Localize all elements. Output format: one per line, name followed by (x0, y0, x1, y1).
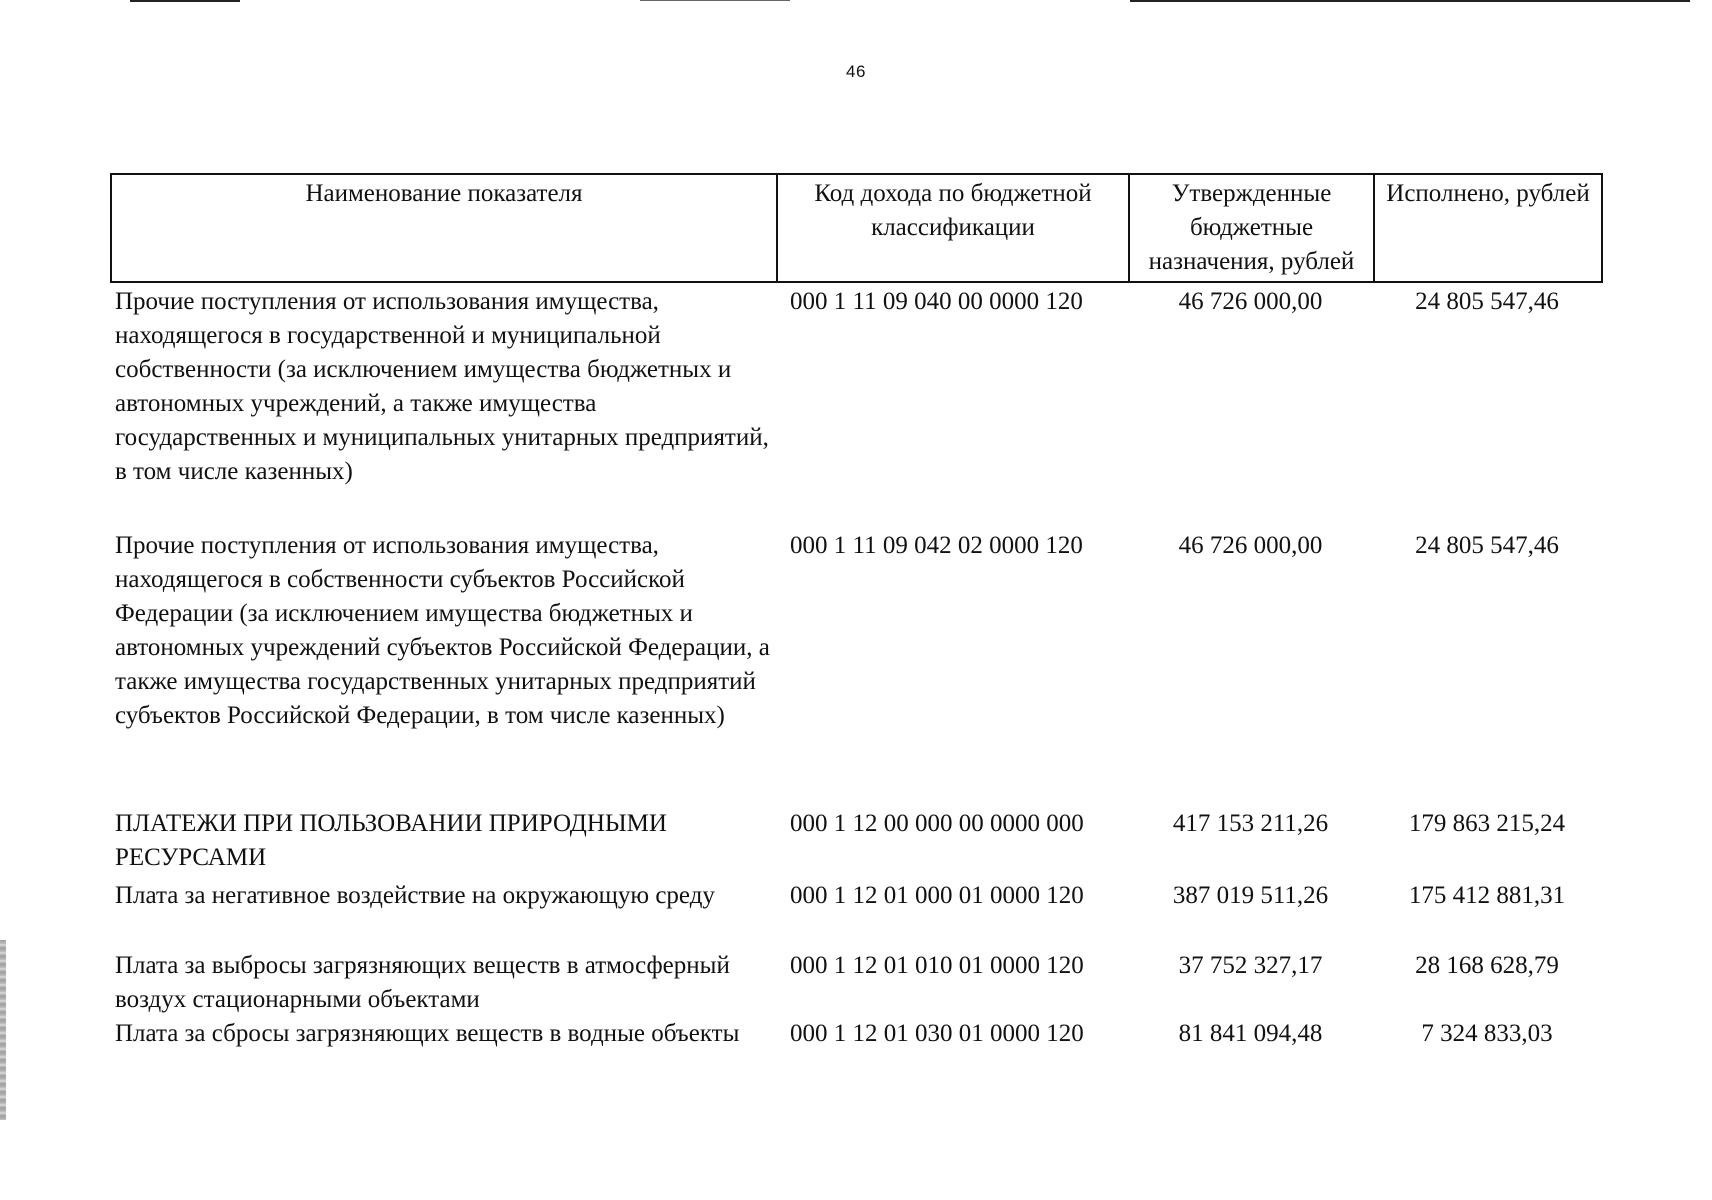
row-code: 000 1 11 09 042 02 0000 120 (790, 532, 1083, 559)
row-approved: 417 153 211,26 (1172, 810, 1329, 837)
table-header-row (111, 174, 1602, 282)
table-row (111, 807, 1602, 879)
scan-top-edge-rule (640, 0, 790, 1)
row-approved: 387 019 511,26 (1172, 882, 1329, 909)
table-row (111, 879, 1602, 949)
row-executed: 24 805 547,46 (1415, 532, 1559, 559)
row-code: 000 1 12 01 000 01 0000 120 (790, 882, 1084, 909)
row-approved: 46 726 000,00 (1178, 532, 1323, 559)
row-executed: 28 168 628,79 (1415, 952, 1559, 979)
row-approved: 81 841 094,48 (1178, 1020, 1323, 1047)
row-executed: 179 863 215,24 (1408, 810, 1566, 837)
row-code: 000 1 12 00 000 00 0000 000 (790, 810, 1084, 837)
table-row (111, 529, 1602, 807)
row-code: 000 1 12 01 030 01 0000 120 (790, 1020, 1084, 1047)
table-row (111, 282, 1602, 529)
budget-revenue-table (110, 173, 1603, 1087)
table-row (111, 949, 1602, 1017)
header-indicator-name: Наименование показателя (111, 174, 777, 282)
row-name: Плата за выбросы загрязняющих веществ в атмосферный воздух стационарными объектами (115, 952, 730, 1013)
scan-edge-artifact (0, 940, 6, 1120)
row-name: Прочие поступления от использования имущества, находящегося в государственной и муниципальной собственности (за исключением имущества бюджетных и автономных учреждений, а также имущества государственных и муниципальных унитарных предприятий, в том числе казенных) (115, 288, 769, 485)
row-name: Плата за негативное воздействие на окружающую среду (115, 882, 715, 909)
header-executed-amount: Исполнено, рублей (1374, 174, 1602, 282)
header-revenue-code: Код дохода по бюджетной классификации (777, 174, 1129, 282)
page-number: 46 (846, 62, 866, 81)
row-executed: 24 805 547,46 (1415, 288, 1559, 315)
row-code: 000 1 11 09 040 00 0000 120 (790, 288, 1083, 315)
row-name: ПЛАТЕЖИ ПРИ ПОЛЬЗОВАНИИ ПРИРОДНЫМИ РЕСУРСАМИ (115, 810, 667, 871)
row-name: Прочие поступления от использования имущества, находящегося в собственности субъектов Российской Федерации (за исключением имущества бюджетных и автономных учреждений субъектов Российской Федерации, а также имущества государственных унитарных предприятий субъектов Российской Федерации, в том числе казенных) (115, 532, 770, 729)
table-row (111, 1017, 1602, 1087)
row-approved: 46 726 000,00 (1178, 288, 1323, 315)
row-code: 000 1 12 01 010 01 0000 120 (790, 952, 1084, 979)
row-executed: 175 412 881,31 (1408, 882, 1566, 909)
header-approved-amount: Утвержденные бюджетные назначения, рублей (1129, 174, 1374, 282)
row-executed: 7 324 833,03 (1421, 1020, 1553, 1047)
row-name: Плата за сбросы загрязняющих веществ в водные объекты (115, 1020, 740, 1047)
scan-top-edge-rule (130, 0, 240, 2)
scan-top-edge-rule (1130, 0, 1690, 2)
row-approved: 37 752 327,17 (1178, 952, 1323, 979)
